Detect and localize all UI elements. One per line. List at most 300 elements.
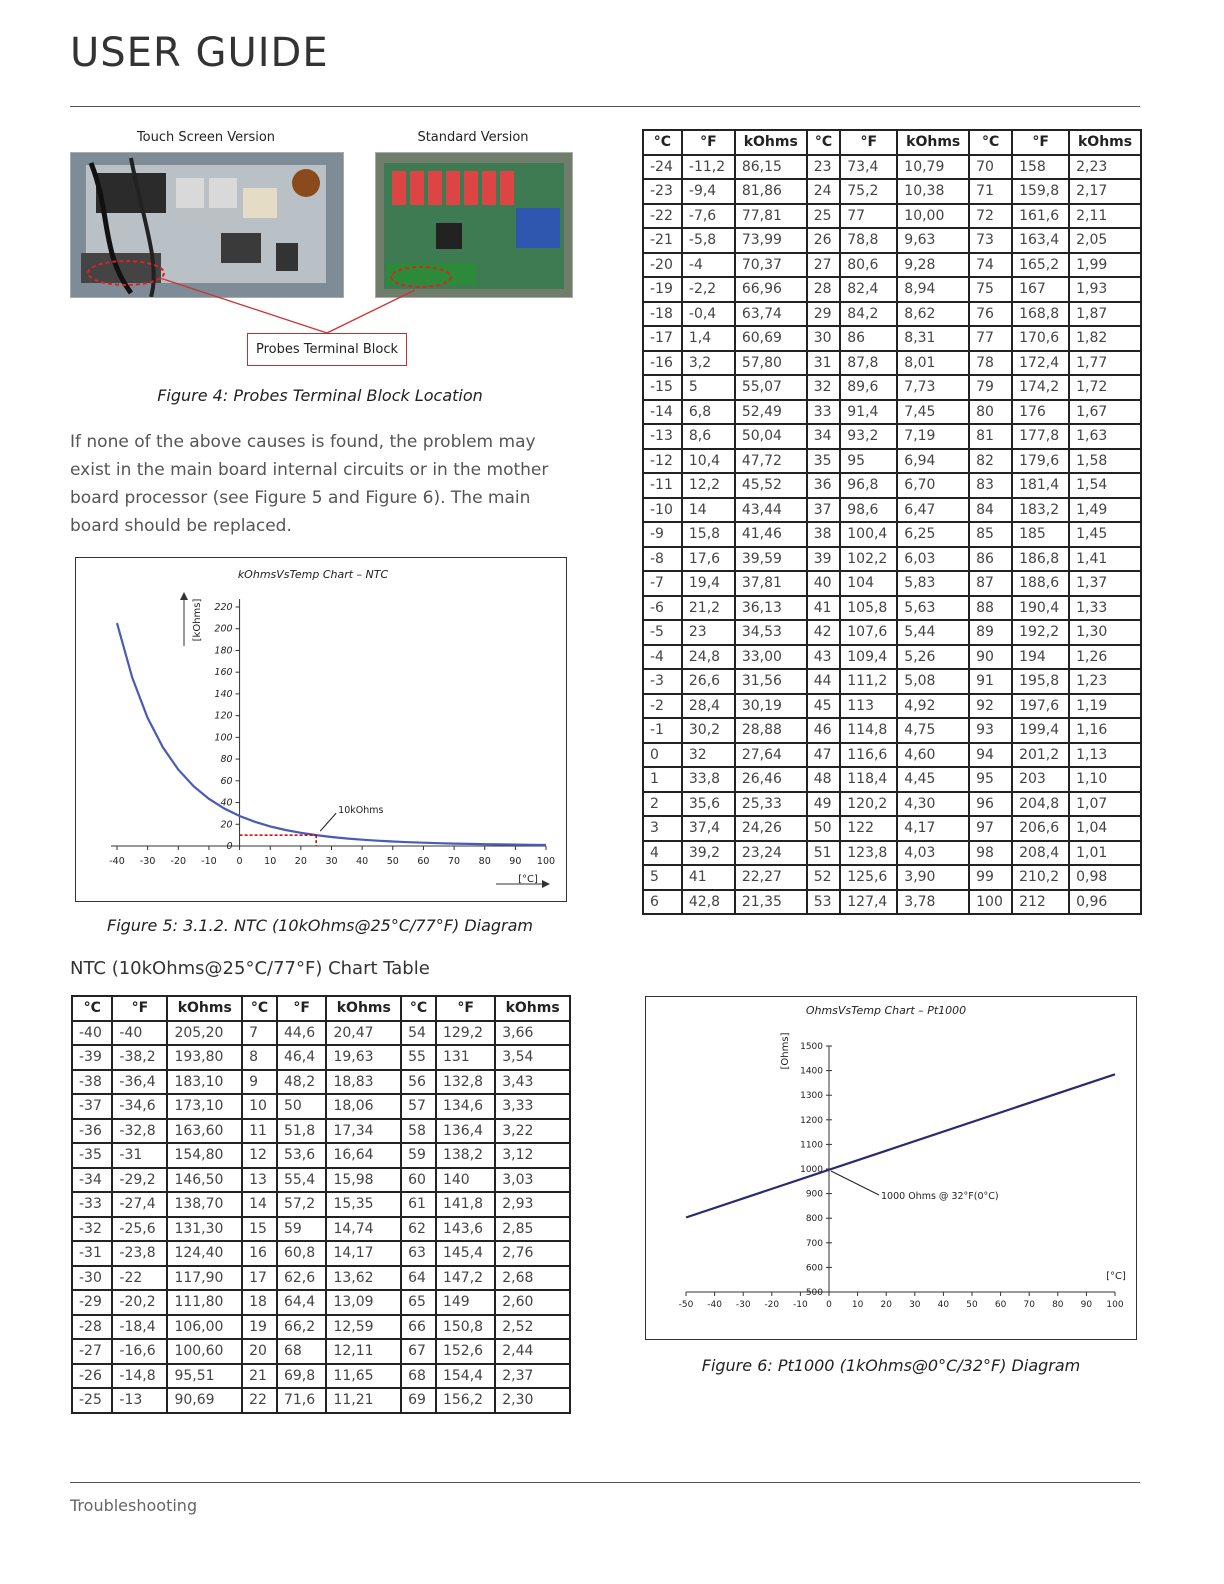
- table-row: [643, 253, 1141, 278]
- table-cell: 120,2: [840, 792, 897, 817]
- table-cell: 3,33: [495, 1094, 570, 1119]
- table-cell: 199,4: [1012, 718, 1069, 743]
- pt-x-tick-label: -30: [735, 1300, 751, 1310]
- table-cell: -19: [643, 277, 682, 302]
- table-cell: 9: [242, 1070, 277, 1095]
- ntc-y-arrowhead: [180, 592, 188, 600]
- table-cell: 11,65: [326, 1364, 401, 1389]
- table-cell: 64,4: [277, 1290, 327, 1315]
- ntc-y-tick-label: 180: [214, 645, 233, 657]
- table-cell: -5: [643, 620, 682, 645]
- footer-section-label: Troubleshooting: [70, 1496, 198, 1515]
- table-cell: 2,76: [495, 1241, 570, 1266]
- table-cell: 3,12: [495, 1143, 570, 1168]
- table-cell: 57,2: [277, 1192, 327, 1217]
- pt-y-tick-label: 800: [805, 1214, 823, 1225]
- table-cell: 193,80: [167, 1045, 242, 1070]
- table-cell: 46: [807, 718, 841, 743]
- table-cell: 66: [401, 1315, 436, 1340]
- ntc-x-tick-label: 80: [478, 856, 491, 867]
- ntc-x-tick-label: 50: [386, 856, 399, 867]
- table-cell: 86: [969, 547, 1012, 572]
- table-cell: 4,30: [897, 792, 969, 817]
- table-cell: 156,2: [436, 1388, 495, 1413]
- table-header-cell: °F: [682, 130, 735, 155]
- table-cell: 7,19: [897, 424, 969, 449]
- table-row: [643, 816, 1141, 841]
- table-cell: 29: [807, 302, 841, 327]
- table-cell: 154,4: [436, 1364, 495, 1389]
- table-row: [72, 1241, 570, 1266]
- table-cell: -23: [643, 179, 682, 204]
- table-cell: 99: [969, 865, 1012, 890]
- table-cell: 44: [807, 669, 841, 694]
- table-cell: 1,37: [1069, 571, 1141, 596]
- table-cell: -40: [112, 1021, 167, 1046]
- table-cell: -8: [643, 547, 682, 572]
- figure4-caption: Figure 4: Probes Terminal Block Location: [157, 386, 483, 405]
- table-cell: 1,19: [1069, 694, 1141, 719]
- table-cell: 98: [969, 841, 1012, 866]
- table-cell: 63: [401, 1241, 436, 1266]
- table-cell: 50: [807, 816, 841, 841]
- callout-lines: [70, 270, 590, 340]
- table-cell: -38: [72, 1070, 112, 1095]
- table-row: [643, 547, 1141, 572]
- table-cell: 2,30: [495, 1388, 570, 1413]
- table-cell: 8,01: [897, 351, 969, 376]
- table-row: [643, 498, 1141, 523]
- table-cell: 89,6: [840, 375, 897, 400]
- table-cell: 3,54: [495, 1045, 570, 1070]
- table-row: [643, 669, 1141, 694]
- table-cell: 183,10: [167, 1070, 242, 1095]
- table-cell: 75,2: [840, 179, 897, 204]
- ntc-x-tick-label: 10: [264, 856, 277, 867]
- table-cell: 32: [682, 743, 735, 768]
- table-header-cell: kOhms: [735, 130, 807, 155]
- table-cell: 204,8: [1012, 792, 1069, 817]
- table-cell: 201,2: [1012, 743, 1069, 768]
- table-cell: 12,11: [326, 1339, 401, 1364]
- ntc-x-tick-label: 90: [509, 856, 522, 867]
- ntc-y-tick-label: 140: [214, 688, 233, 700]
- table-row: [643, 155, 1141, 180]
- table-cell: 4,45: [897, 767, 969, 792]
- table-cell: 159,8: [1012, 179, 1069, 204]
- table-cell: -27,4: [112, 1192, 167, 1217]
- table-cell: 53,6: [277, 1143, 327, 1168]
- table-cell: 208,4: [1012, 841, 1069, 866]
- table-cell: -22: [112, 1266, 167, 1291]
- ntc-y-tick-label: 80: [220, 754, 233, 766]
- table-row: [72, 1388, 570, 1413]
- table-cell: 167: [1012, 277, 1069, 302]
- table-header-cell: °C: [643, 130, 682, 155]
- table-cell: 146,50: [167, 1168, 242, 1193]
- table-cell: 85: [969, 522, 1012, 547]
- table-cell: 14,17: [326, 1241, 401, 1266]
- table-cell: 194: [1012, 645, 1069, 670]
- table-cell: 173,10: [167, 1094, 242, 1119]
- table-cell: 95: [969, 767, 1012, 792]
- table-cell: 15: [242, 1217, 277, 1242]
- table-cell: 51,8: [277, 1119, 327, 1144]
- pt-x-tick-label: -40: [707, 1300, 722, 1310]
- ntc-table-left: [71, 995, 571, 1414]
- table-cell: 1,01: [1069, 841, 1141, 866]
- pt-x-tick-label: 0: [826, 1300, 832, 1310]
- table-cell: 36: [807, 473, 841, 498]
- table-cell: -25,6: [112, 1217, 167, 1242]
- table-cell: 62: [401, 1217, 436, 1242]
- table-cell: 58: [401, 1119, 436, 1144]
- pt-x-tick-label: 90: [1080, 1300, 1093, 1310]
- table-cell: 4,60: [897, 743, 969, 768]
- table-cell: 55,07: [735, 375, 807, 400]
- table-cell: 179,6: [1012, 449, 1069, 474]
- table-cell: 6,8: [682, 400, 735, 425]
- table-cell: 134,6: [436, 1094, 495, 1119]
- table-cell: 80,6: [840, 253, 897, 278]
- table-cell: 34,53: [735, 620, 807, 645]
- table-cell: 185: [1012, 522, 1069, 547]
- table-cell: -20,2: [112, 1290, 167, 1315]
- table-cell: 122: [840, 816, 897, 841]
- table-cell: 195,8: [1012, 669, 1069, 694]
- touch-screen-label: Touch Screen Version: [136, 130, 276, 145]
- table-cell: 42,8: [682, 890, 735, 915]
- table-cell: 95: [840, 449, 897, 474]
- ntc-x-tick-label: 0: [236, 856, 243, 867]
- table-cell: 96: [969, 792, 1012, 817]
- ntc-y-tick-label: 120: [214, 710, 233, 722]
- table-cell: 7,45: [897, 400, 969, 425]
- table-cell: 47: [807, 743, 841, 768]
- table-cell: 113: [840, 694, 897, 719]
- table-cell: 41: [682, 865, 735, 890]
- table-cell: -21: [643, 228, 682, 253]
- ntc-x-tick-label: 40: [356, 856, 369, 867]
- ntc-x-tick-label: 70: [448, 856, 461, 867]
- table-cell: 37: [807, 498, 841, 523]
- table-cell: 6,47: [897, 498, 969, 523]
- table-cell: 158: [1012, 155, 1069, 180]
- table-cell: 27,64: [735, 743, 807, 768]
- ntc-x-tick-label: -20: [170, 856, 187, 867]
- table-cell: 111,80: [167, 1290, 242, 1315]
- table-cell: 26: [807, 228, 841, 253]
- table-cell: -31: [112, 1143, 167, 1168]
- table-cell: 13: [242, 1168, 277, 1193]
- table-row: [72, 1192, 570, 1217]
- pt-x-tick-label: 60: [994, 1300, 1007, 1310]
- table-cell: 177,8: [1012, 424, 1069, 449]
- table-cell: 78: [969, 351, 1012, 376]
- table-cell: 210,2: [1012, 865, 1069, 890]
- table-row: [72, 1266, 570, 1291]
- table-cell: 19,4: [682, 571, 735, 596]
- ntc-y-tick-label: 160: [214, 667, 233, 679]
- table-cell: 109,4: [840, 645, 897, 670]
- probes-terminal-callout: Probes Terminal Block: [247, 333, 407, 366]
- table-cell: 68: [277, 1339, 327, 1364]
- pt-y-tick-label: 1300: [800, 1091, 823, 1102]
- ntc-y-axis-label: [kOhms]: [192, 598, 203, 642]
- table-cell: 161,6: [1012, 204, 1069, 229]
- table-cell: 2,37: [495, 1364, 570, 1389]
- table-cell: 64: [401, 1266, 436, 1291]
- table-cell: 172,4: [1012, 351, 1069, 376]
- table-row: [72, 1290, 570, 1315]
- table-cell: 100,60: [167, 1339, 242, 1364]
- table-cell: 192,2: [1012, 620, 1069, 645]
- table-cell: 163,4: [1012, 228, 1069, 253]
- table-cell: 45: [807, 694, 841, 719]
- table-cell: 3,78: [897, 890, 969, 915]
- table-cell: 176: [1012, 400, 1069, 425]
- table-row: [72, 1045, 570, 1070]
- table-cell: 1,87: [1069, 302, 1141, 327]
- table-header-cell: °C: [401, 996, 436, 1021]
- table-cell: 1,10: [1069, 767, 1141, 792]
- table-cell: 197,6: [1012, 694, 1069, 719]
- table-header-cell: kOhms: [495, 996, 570, 1021]
- ntc-y-tick-label: 0: [226, 841, 233, 852]
- table-cell: -36,4: [112, 1070, 167, 1095]
- table-row: [643, 865, 1141, 890]
- table-cell: -37: [72, 1094, 112, 1119]
- table-cell: 1,82: [1069, 326, 1141, 351]
- table-row: [643, 473, 1141, 498]
- table-cell: 138,2: [436, 1143, 495, 1168]
- body-paragraph: If none of the above causes is found, the problem may exist in the main board internal circuits or in the mother board processor (see Figure 5 and Figure 6). The main board should be replaced.: [70, 432, 549, 536]
- table-cell: 8,62: [897, 302, 969, 327]
- table-cell: 71,6: [277, 1388, 327, 1413]
- table-cell: 8,6: [682, 424, 735, 449]
- table-cell: 147,2: [436, 1266, 495, 1291]
- table-cell: 13,62: [326, 1266, 401, 1291]
- table-cell: 55: [401, 1045, 436, 1070]
- table-cell: 168,8: [1012, 302, 1069, 327]
- pt-x-axis-label: [°C]: [1106, 1271, 1126, 1282]
- table-row: [72, 1143, 570, 1168]
- table-row: [72, 1021, 570, 1046]
- table-cell: 104: [840, 571, 897, 596]
- table-cell: 100,4: [840, 522, 897, 547]
- table-cell: -34: [72, 1168, 112, 1193]
- table-header-cell: °F: [1012, 130, 1069, 155]
- table-cell: -36: [72, 1119, 112, 1144]
- table-cell: 111,2: [840, 669, 897, 694]
- ntc-chart-title: kOhmsVsTemp Chart – NTC: [237, 568, 389, 581]
- table-cell: 71: [969, 179, 1012, 204]
- table-cell: 70: [969, 155, 1012, 180]
- table-cell: 28,88: [735, 718, 807, 743]
- table-cell: 3,43: [495, 1070, 570, 1095]
- table-cell: 38: [807, 522, 841, 547]
- table-cell: 33: [807, 400, 841, 425]
- table-row: [643, 228, 1141, 253]
- table-cell: 203: [1012, 767, 1069, 792]
- table-cell: 67: [401, 1339, 436, 1364]
- table-cell: 98,6: [840, 498, 897, 523]
- table-cell: 105,8: [840, 596, 897, 621]
- ntc-x-tick-label: 30: [325, 856, 338, 867]
- table-cell: 54: [401, 1021, 436, 1046]
- table-header-cell: °C: [969, 130, 1012, 155]
- table-cell: 1,67: [1069, 400, 1141, 425]
- table-cell: -4: [643, 645, 682, 670]
- table-cell: 1,04: [1069, 816, 1141, 841]
- table-cell: 4,03: [897, 841, 969, 866]
- table-cell: 117,90: [167, 1266, 242, 1291]
- table-cell: 2,44: [495, 1339, 570, 1364]
- table-cell: 5: [643, 865, 682, 890]
- table-cell: -13: [112, 1388, 167, 1413]
- table-cell: 73,99: [735, 228, 807, 253]
- table-cell: 12,2: [682, 473, 735, 498]
- table-cell: 27: [807, 253, 841, 278]
- table-row: [643, 718, 1141, 743]
- table-cell: -2: [643, 694, 682, 719]
- table-cell: 86,15: [735, 155, 807, 180]
- table-cell: 41: [807, 596, 841, 621]
- ntc-y-tick-label: 220: [214, 602, 233, 613]
- ntc-annotation-pointer: [320, 813, 336, 831]
- table-cell: -15: [643, 375, 682, 400]
- table-cell: 31: [807, 351, 841, 376]
- table-cell: 55,4: [277, 1168, 327, 1193]
- table-header-cell: kOhms: [326, 996, 401, 1021]
- table-cell: 96,8: [840, 473, 897, 498]
- table-cell: -11,2: [682, 155, 735, 180]
- table-cell: 83: [969, 473, 1012, 498]
- table-cell: 0,98: [1069, 865, 1141, 890]
- table-cell: 21: [242, 1364, 277, 1389]
- table-cell: 28: [807, 277, 841, 302]
- table-cell: 132,8: [436, 1070, 495, 1095]
- table-cell: 23,24: [735, 841, 807, 866]
- table-cell: -2,2: [682, 277, 735, 302]
- ntc-x-tick-label: -40: [109, 856, 125, 867]
- ntc-x-tick-label: -10: [201, 856, 217, 867]
- table-cell: 70,37: [735, 253, 807, 278]
- pt-y-tick-label: 500: [805, 1288, 823, 1298]
- table-cell: -40: [72, 1021, 112, 1046]
- table-cell: 60: [401, 1168, 436, 1193]
- table-cell: -13: [643, 424, 682, 449]
- table-cell: -14,8: [112, 1364, 167, 1389]
- table-row: [72, 1094, 570, 1119]
- table-cell: -18: [643, 302, 682, 327]
- pt-y-tick-label: 900: [805, 1189, 823, 1200]
- table-cell: 77: [969, 326, 1012, 351]
- table-row: [643, 302, 1141, 327]
- table-cell: 11,21: [326, 1388, 401, 1413]
- table-cell: 86: [840, 326, 897, 351]
- standard-version-label: Standard Version: [417, 130, 529, 145]
- table-cell: 93: [969, 718, 1012, 743]
- table-cell: 118,4: [840, 767, 897, 792]
- table-cell: 59: [401, 1143, 436, 1168]
- table-cell: 60,69: [735, 326, 807, 351]
- table-cell: 10: [242, 1094, 277, 1119]
- table-cell: 10,38: [897, 179, 969, 204]
- table-cell: 82: [969, 449, 1012, 474]
- table-cell: 15,98: [326, 1168, 401, 1193]
- table-cell: -4: [682, 253, 735, 278]
- table-cell: 165,2: [1012, 253, 1069, 278]
- table-cell: 10,00: [897, 204, 969, 229]
- table-cell: 42: [807, 620, 841, 645]
- table-cell: 2,11: [1069, 204, 1141, 229]
- table-header-cell: °C: [72, 996, 112, 1021]
- table-cell: 20,47: [326, 1021, 401, 1046]
- table-cell: 90: [969, 645, 1012, 670]
- table-cell: 0,96: [1069, 890, 1141, 915]
- table-cell: 32: [807, 375, 841, 400]
- pt-x-tick-label: -50: [678, 1300, 694, 1310]
- table-cell: 24,8: [682, 645, 735, 670]
- table-row: [72, 1119, 570, 1144]
- table-cell: -29,2: [112, 1168, 167, 1193]
- table-cell: 6,94: [897, 449, 969, 474]
- table-cell: 106,00: [167, 1315, 242, 1340]
- table-cell: 2,05: [1069, 228, 1141, 253]
- table-cell: 143,6: [436, 1217, 495, 1242]
- footer-rule: [70, 1482, 1140, 1483]
- table-cell: 4: [643, 841, 682, 866]
- pt-x-tick-label: -10: [793, 1300, 808, 1310]
- table-cell: 2,60: [495, 1290, 570, 1315]
- table-cell: 52: [807, 865, 841, 890]
- table-cell: 123,8: [840, 841, 897, 866]
- table-cell: 15,8: [682, 522, 735, 547]
- table-cell: 3,66: [495, 1021, 570, 1046]
- table-cell: 94: [969, 743, 1012, 768]
- table-cell: 40: [807, 571, 841, 596]
- ntc-chart: [76, 558, 566, 901]
- table-row: [643, 179, 1141, 204]
- table-cell: 65: [401, 1290, 436, 1315]
- table-cell: 52,49: [735, 400, 807, 425]
- table-cell: 1: [643, 767, 682, 792]
- table-cell: 47,72: [735, 449, 807, 474]
- table-cell: 1,26: [1069, 645, 1141, 670]
- table-cell: 6: [643, 890, 682, 915]
- table-cell: 18,83: [326, 1070, 401, 1095]
- table-cell: 5,08: [897, 669, 969, 694]
- table-cell: 10,79: [897, 155, 969, 180]
- table-cell: -3: [643, 669, 682, 694]
- table-cell: 28,4: [682, 694, 735, 719]
- table-cell: 39,2: [682, 841, 735, 866]
- table-cell: 5: [682, 375, 735, 400]
- table-cell: 37,81: [735, 571, 807, 596]
- table-cell: -33: [72, 1192, 112, 1217]
- table-cell: 1,49: [1069, 498, 1141, 523]
- table-cell: 66,2: [277, 1315, 327, 1340]
- table-cell: 75: [969, 277, 1012, 302]
- table-cell: 4,92: [897, 694, 969, 719]
- table-row: [72, 1070, 570, 1095]
- pt1000-chart-title: OhmsVsTemp Chart – Pt1000: [805, 1004, 967, 1017]
- table-cell: 116,6: [840, 743, 897, 768]
- table-cell: 0: [643, 743, 682, 768]
- ntc-y-tick-label: 20: [220, 819, 233, 831]
- table-row: [643, 890, 1141, 915]
